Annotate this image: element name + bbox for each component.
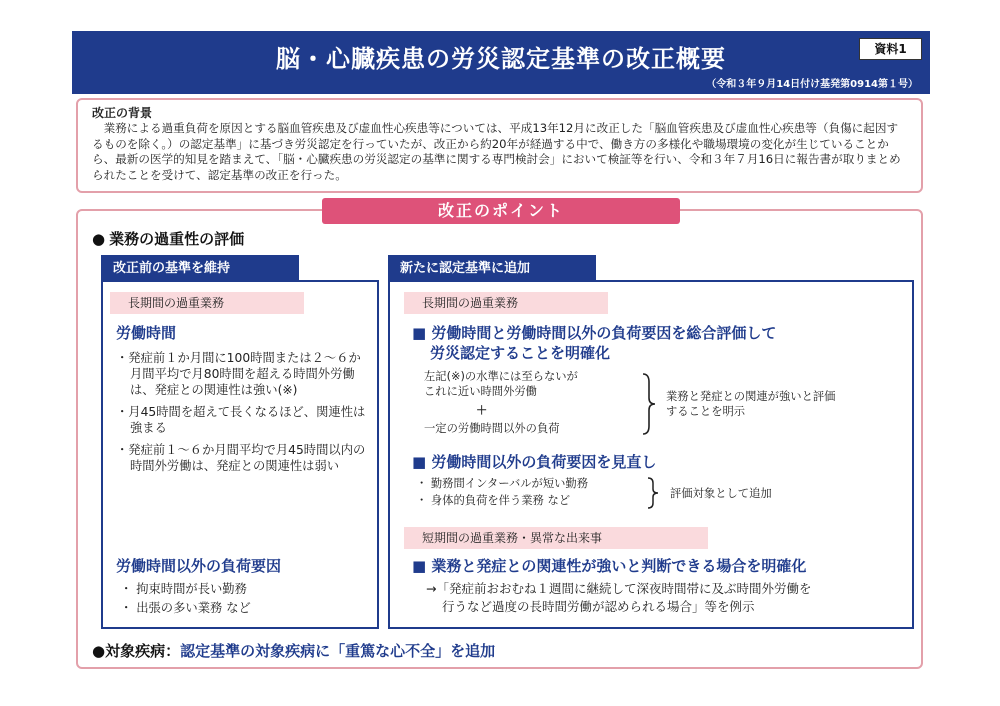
list-item: ・ 拘束時間が長い勤務	[120, 582, 247, 596]
criterion-near-level: 左記(※)の水準には至らないが	[424, 370, 578, 383]
background-body: 業務による過重負荷を原因とする脳血管疾患及び虚血性心疾患等については、平成13年12月に改正した「脳血管疾患及び虚血性心疾患等（負傷に起因するものを除く。）の認定基準」に基づき労災認定を行っていたが、改正から約20年が経過する中で、働き方の多様化や職場環境の変化が生じていることから、最新の医学的知見を踏まえて、「脳・心臓疾患の労災認定の基準に関する専門検討会」において検証等を行い、令和３年７月16日に報告書が取りまとめられたことを受けて、認定基準の改正を行った。	[92, 121, 901, 182]
plus-icon: ＋	[476, 404, 488, 417]
heading-review-factors: ■ 労働時間以外の負荷要因を見直し	[412, 453, 657, 471]
list-item: ・発症前１か月間に100時間または２～６か月間平均で月80時間を超える時間外労働は、発症との関連性は強い(※)	[116, 351, 361, 397]
result-added-target: 評価対象として追加	[670, 487, 772, 500]
background-section	[76, 98, 923, 193]
pill-long-term: 長期間の過重業務	[110, 292, 304, 314]
bullet-icon: ●	[92, 642, 106, 660]
result-strong-relation: 業務と発症との関連が強いと評価	[666, 390, 836, 403]
list-other-factors	[120, 580, 360, 618]
notice-number: （令和３年９月14日付け基発第0914第１号）	[706, 79, 918, 90]
document-badge: 資料1	[859, 38, 922, 60]
list-item: ・月45時間を超えて長くなるほど、関連性は強まる	[116, 405, 366, 435]
header-banner	[72, 31, 930, 94]
section-workload-label: 業務の過重性の評価	[109, 230, 245, 248]
list-item: ・ 身体的負荷を伴う業務 など	[416, 494, 571, 507]
points-bar: 改正のポイント	[322, 198, 680, 224]
criterion-near-level-2: これに近い時間外労働	[424, 385, 537, 398]
heading-working-hours: 労働時間	[116, 324, 177, 342]
bullet-icon: ●	[92, 230, 106, 248]
brace-icon	[646, 477, 660, 509]
target-disease-label: 対象疾病：	[105, 642, 181, 660]
list-item: ・ 出張の多い業務 など	[120, 601, 251, 615]
example-note-2: 行うなど過度の長時間労働が認められる場合」等を例示	[442, 599, 755, 614]
tab-maintained: 改正前の基準を維持	[101, 255, 299, 282]
example-note: →「発症前おおむね１週間に継続して深夜時間帯に及ぶ時間外労働を	[426, 581, 812, 596]
criterion-other-load: 一定の労働時間以外の負荷	[424, 422, 560, 435]
brace-icon	[641, 372, 657, 436]
heading-clarify-strong-relation: ■ 業務と発症との関連性が強いと判断できる場合を明確化	[412, 557, 807, 575]
background-heading: 改正の背景	[92, 106, 153, 120]
page-title: 脳・心臓疾患の労災認定基準の改正概要	[276, 45, 726, 73]
tab-added: 新たに認定基準に追加	[388, 255, 596, 282]
list-item: ・ 勤務間インターバルが短い勤務	[416, 477, 589, 490]
pill-long-term-new: 長期間の過重業務	[404, 292, 608, 314]
heading-other-factors: 労働時間以外の負荷要因	[116, 557, 282, 575]
heading-combined-evaluation-2: 労災認定することを明確化	[430, 344, 611, 362]
pill-short-term: 短期間の過重業務・異常な出来事	[404, 527, 708, 549]
section-workload-title	[92, 228, 244, 249]
result-strong-relation-2: することを明示	[666, 405, 746, 418]
target-disease-line	[92, 640, 495, 661]
list-item: ・発症前１～６か月間平均で月45時間以内の時間外労働は、発症との関連性は弱い	[116, 443, 366, 473]
list-working-hours	[116, 350, 368, 474]
heading-combined-evaluation: ■ 労働時間と労働時間以外の負荷要因を総合評価して	[412, 324, 777, 342]
target-disease-text: 認定基準の対象疾病に「重篤な心不全」を追加	[180, 642, 496, 660]
